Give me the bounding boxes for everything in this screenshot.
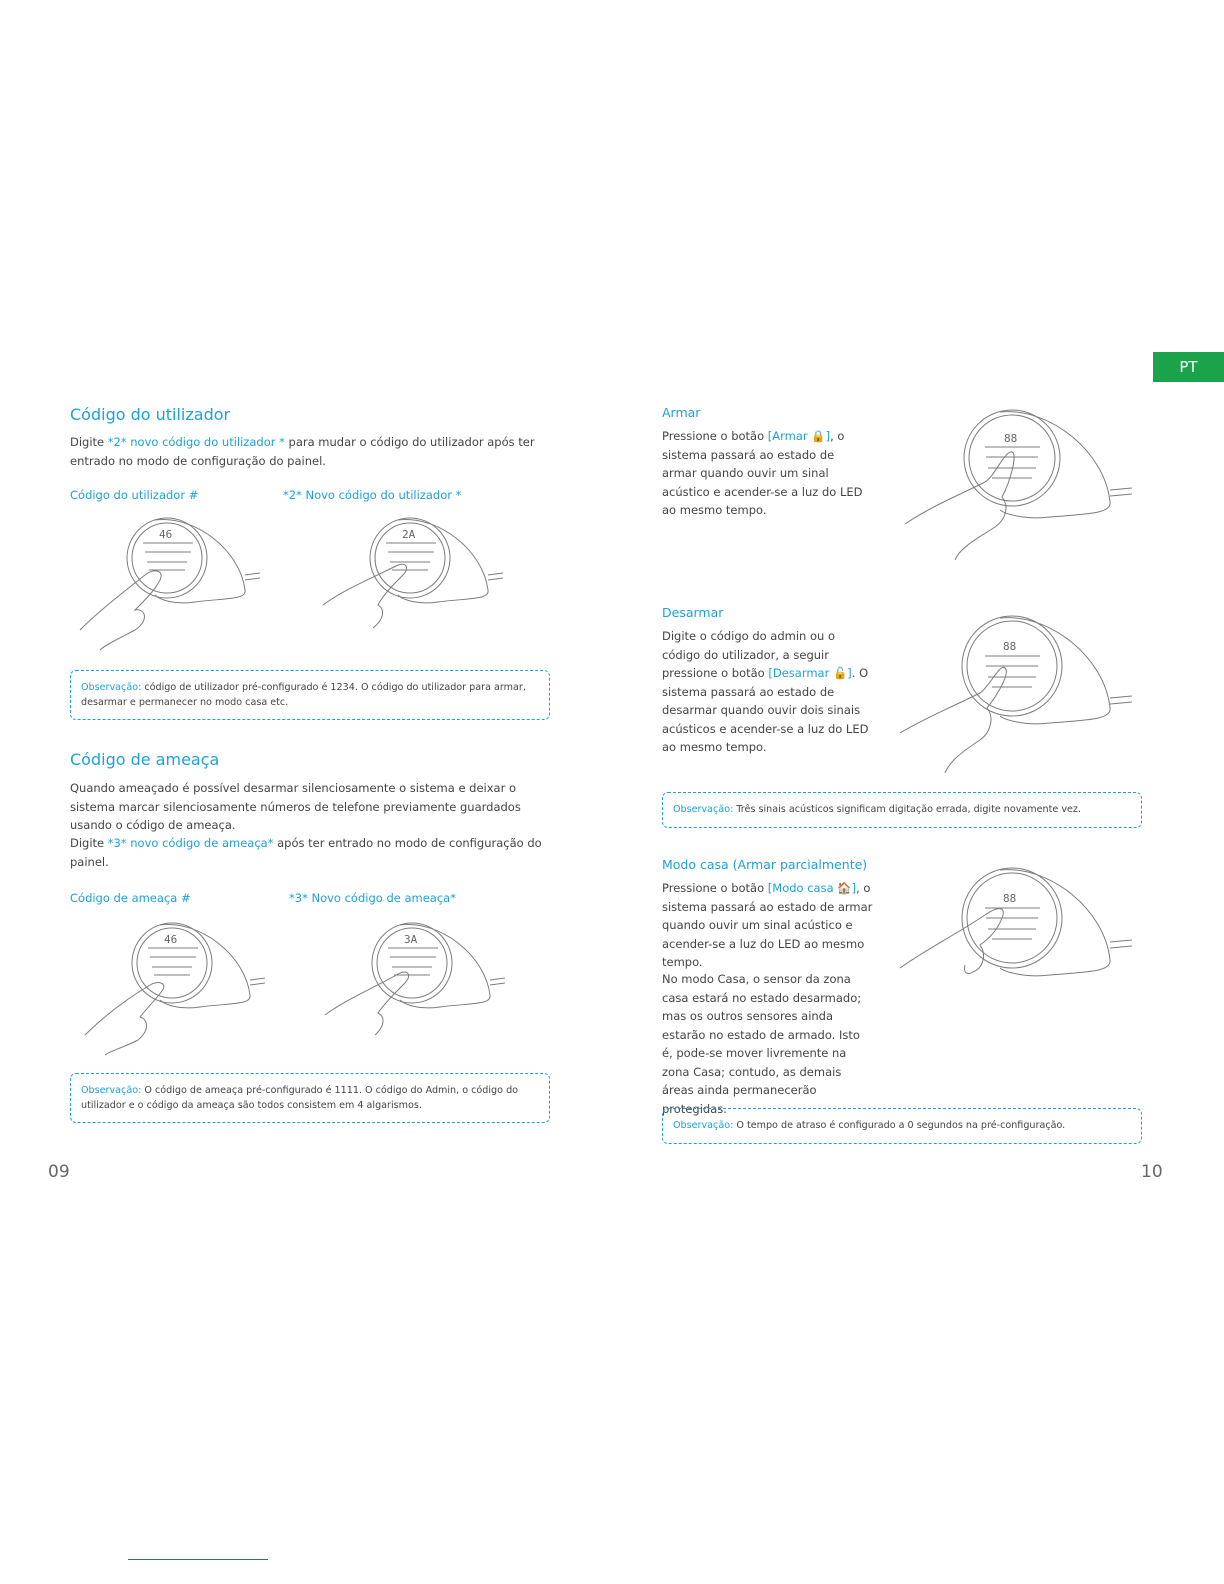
svg-text:3A: 3A xyxy=(404,933,418,946)
device-illustration-threat-code-2 xyxy=(320,915,505,1055)
threat-code-body-2: Digite *3* novo código de ameaça* após ter entrado no modo de configuração do painel. xyxy=(70,836,542,869)
page-number-right: 10 xyxy=(1141,1162,1163,1182)
user-code-body: Digite *2* novo código do utilizador * para mudar o código do utilizador após ter entrado no modo de configuração do painel. xyxy=(70,435,535,468)
threat-code-body-1: Quando ameaçado é possível desarmar silenciosamente o sistema e deixar o sistema marcar silenciosamente números de telefone previamente guardados usando o código de ameaça. xyxy=(70,781,521,832)
user-code-caption-left: Código do utilizador # xyxy=(70,488,199,502)
threat-code-caption-right: *3* Novo código de ameaça* xyxy=(289,891,456,905)
disarm-note: Observação: Três sinais acústicos significam digitação errada, digite novamente vez. xyxy=(662,792,1142,828)
device-illustration-disarm xyxy=(895,608,1135,773)
arm-title: Armar xyxy=(662,405,701,420)
device-illustration-home-mode xyxy=(895,860,1135,1025)
user-code-title: Código do utilizador xyxy=(70,405,231,424)
device-illustration-threat-code-1 xyxy=(80,915,265,1055)
disarm-title: Desarmar xyxy=(662,605,724,620)
home-mode-body-2: No modo Casa, o sensor da zona casa estará no estado desarmado; mas os outros sensores ainda estarão no estado de armado. Isto é, pode-se mover livremente na zona Casa; contudo, as demais áreas ainda permanecerão protegidas. xyxy=(662,972,862,1116)
home-mode-note: Observação: O tempo de atraso é configurado a 0 segundos na pré-configuração. xyxy=(662,1108,1142,1144)
svg-text:46: 46 xyxy=(164,933,178,946)
svg-text:88: 88 xyxy=(1003,640,1017,653)
page-number-left: 09 xyxy=(48,1162,70,1182)
svg-text:2A: 2A xyxy=(402,528,416,541)
device-illustration-arm xyxy=(900,402,1135,562)
home-mode-title: Modo casa (Armar parcialmente) xyxy=(662,857,868,872)
footer-rule xyxy=(128,1559,268,1560)
device-illustration-user-code-1 xyxy=(75,510,260,650)
svg-text:88: 88 xyxy=(1003,892,1017,905)
svg-text:46: 46 xyxy=(159,528,173,541)
disarm-body: Digite o código do admin ou o código do utilizador, a seguir pressione o botão [Desarmar 🔓]. O sistema passará ao estado de desarmar quando ouvir dois sinais acústicos e acender-se a luz do LED ao mesmo tempo. xyxy=(662,629,869,754)
svg-text:88: 88 xyxy=(1004,432,1018,445)
language-tab: PT xyxy=(1153,352,1224,382)
threat-code-title: Código de ameaça xyxy=(70,750,220,769)
user-code-caption-right: *2* Novo código do utilizador * xyxy=(283,488,462,502)
user-code-note: Observação: código de utilizador pré-configurado é 1234. O código do utilizador para armar, desarmar e permanecer no modo casa etc. xyxy=(70,670,550,720)
arm-body: Pressione o botão [Armar 🔒], o sistema passará ao estado de armar quando ouvir um sinal acústico e acender-se a luz do LED ao mesmo tempo. xyxy=(662,429,863,517)
threat-code-note: Observação: O código de ameaça pré-configurado é 1111. O código do Admin, o código do utilizador e o código da ameaça são todos consistem em 4 algarismos. xyxy=(70,1073,550,1123)
threat-code-caption-left: Código de ameaça # xyxy=(70,891,191,905)
device-illustration-user-code-2 xyxy=(318,510,503,650)
home-mode-body-1: Pressione o botão [Modo casa 🏠], o sistema passará ao estado de armar quando ouvir um sinal acústico e acender-se a luz do LED ao mesmo tempo. xyxy=(662,881,873,969)
